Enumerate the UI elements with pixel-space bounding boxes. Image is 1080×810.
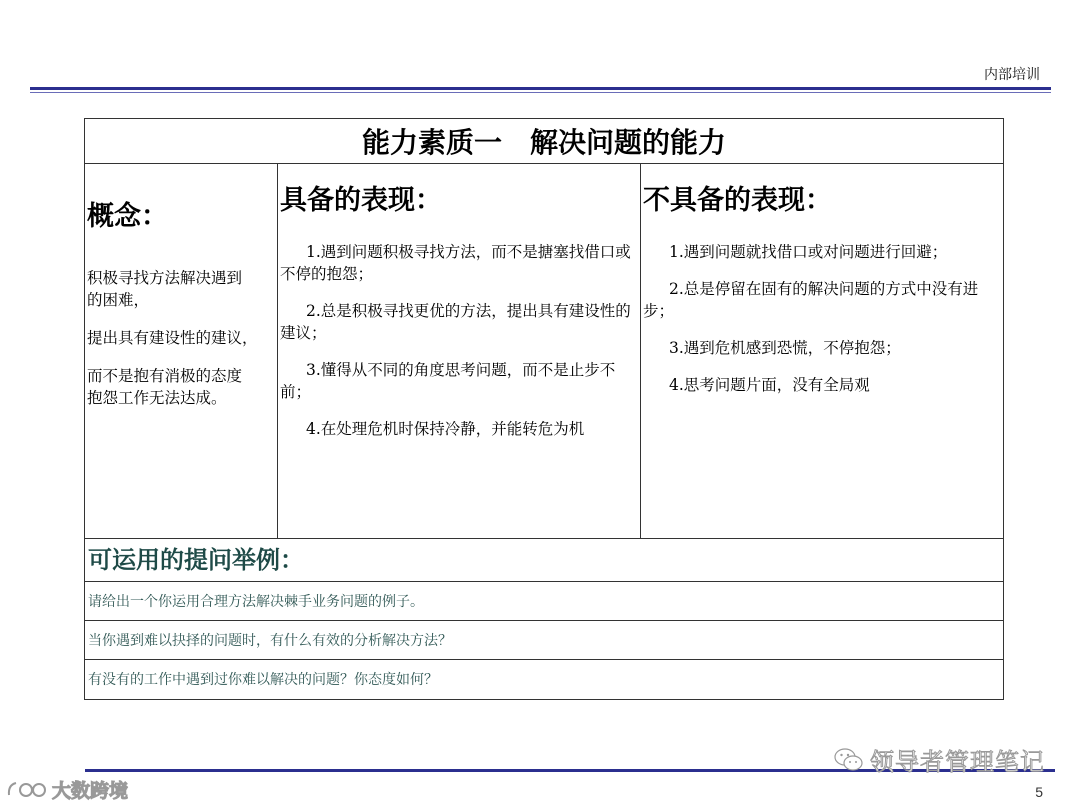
concept-heading: 概念：	[87, 201, 168, 232]
table-title: 能力素质一 解决问题的能力	[85, 119, 1003, 164]
has-item: 1.遇到问题积极寻找方法，而不是搪塞找借口或不停的抱怨；	[280, 243, 631, 283]
watermark-left-text: 大数跨境	[52, 780, 129, 802]
watermark-right	[834, 742, 1045, 777]
lacks-heading: 不具备的表现：	[643, 185, 832, 216]
concept-text	[85, 267, 277, 409]
has-item: 3.懂得从不同的角度思考问题，而不是止步不前；	[280, 361, 616, 401]
question-row: 请给出一个你运用合理方法解决棘手业务问题的例子。	[85, 582, 1003, 621]
lacks-list	[641, 241, 1003, 396]
header-label: 内部培训	[984, 67, 1040, 83]
watermark-right-text: 领导者管理笔记	[870, 748, 1045, 776]
page-number: 5	[1035, 784, 1043, 800]
question-row: 当你遇到难以抉择的问题时，有什么有效的分析解决方法？	[85, 621, 1003, 660]
lacks-item: 1.遇到问题就找借口或对问题进行回避；	[669, 243, 948, 261]
concept-line: 而不是抱有消极的态度	[87, 367, 243, 385]
has-column	[278, 163, 641, 538]
lacks-item: 2.总是停留在固有的解决问题的方式中没有进步；	[643, 280, 979, 320]
concept-line: 抱怨工作无法达成。	[87, 389, 227, 407]
concept-line: 积极寻找方法解决遇到	[87, 269, 243, 287]
concept-column	[85, 163, 278, 538]
lacks-item: 3.遇到危机感到恐慌，不停抱怨；	[669, 339, 901, 357]
has-list	[278, 241, 640, 440]
watermark-left	[6, 776, 128, 803]
concept-line: 的困难，	[87, 291, 150, 309]
top-divider-thin	[30, 92, 1051, 93]
competency-table	[84, 118, 1004, 700]
logo-icon	[6, 779, 50, 801]
has-item: 4.在处理危机时保持冷静，并能转危为机	[306, 420, 585, 438]
wechat-icon	[834, 747, 864, 773]
questions-section	[85, 538, 1003, 699]
lacks-column	[641, 163, 1003, 538]
has-heading: 具备的表现：	[280, 185, 442, 216]
top-divider	[30, 87, 1051, 90]
has-item: 2.总是积极寻找更优的方法，提出具有建设性的建议；	[280, 302, 631, 342]
lacks-item: 4.思考问题片面，没有全局观	[669, 376, 870, 394]
concept-line: 提出具有建设性的建议，	[87, 329, 258, 347]
questions-heading: 可运用的提问举例：	[85, 539, 1003, 582]
question-row: 有没有的工作中遇到过你难以解决的问题？你态度如何？	[88, 672, 438, 688]
